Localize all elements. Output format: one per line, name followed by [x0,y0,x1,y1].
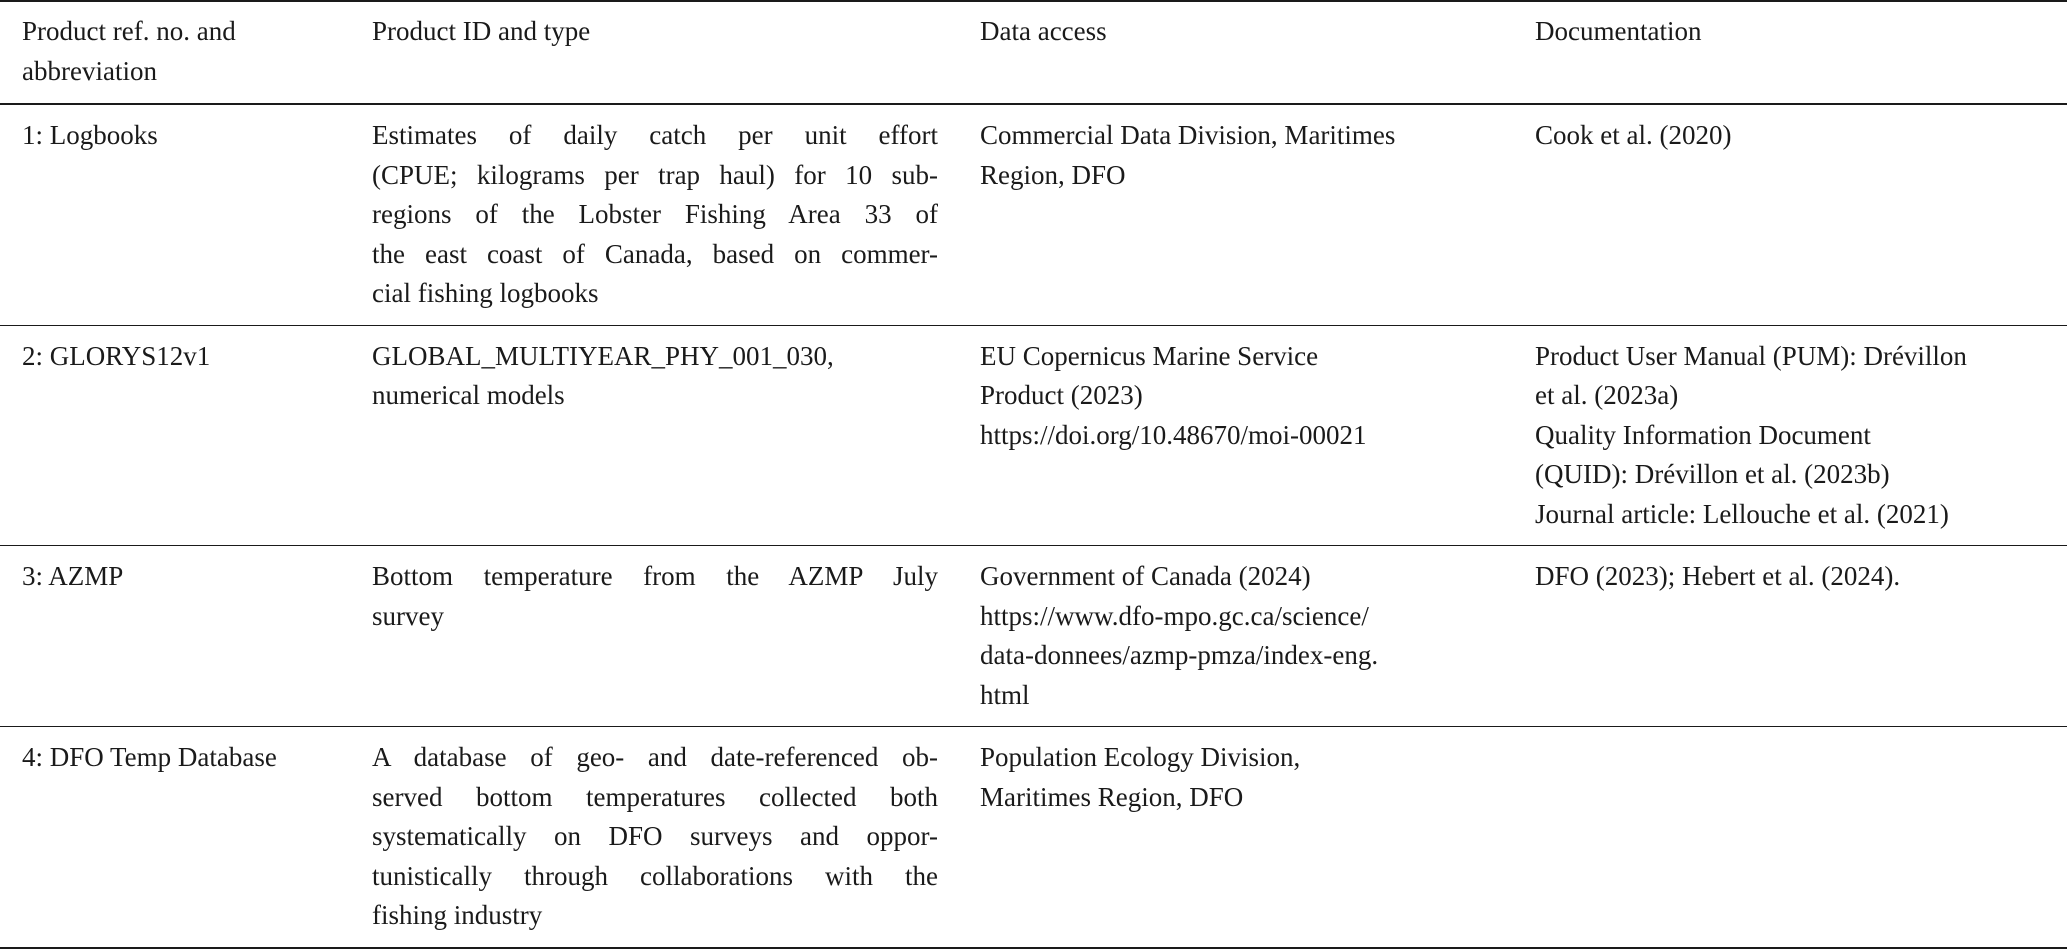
cell-product: GLOBAL_MULTIYEAR_PHY_001_030, numerical models [372,340,834,410]
cell-access: EU Copernicus Marine Service Product (2023) https://doi.org/10.48670/moi-00021 [958,325,1513,546]
cell-docs [1513,727,2067,948]
cell-docs: Cook et al. (2020) [1535,120,1732,150]
cell-product: Estimates of daily catch per unit effort (CPUE; kilograms per trap haul) for 10 sub- regions of the Lobster Fishing Area 33 of the east coast of Canada, based on commer- cial fishing logbooks [372,120,938,308]
cell-ref: 2: GLORYS12v1 [22,340,211,371]
header-access: Data access [980,16,1107,46]
cell-access: Population Ecology Division, Maritimes Region, DFO [980,742,1301,812]
table-row [0,325,2067,546]
table-row [0,546,2067,727]
cell-docs: Product User Manual (PUM): Drévillon et al. (2023a) Quality Information Document (QUID): Drévillon et al. (2023b) Journal article: Lellouche et al. (2021) [1535,340,1967,529]
cell-product: Bottom temperature from the AZMP July survey [372,561,938,631]
cell-ref: 3: AZMP [22,561,124,591]
cell-ref: 1: Logbooks [22,120,158,150]
cell-product: A database of geo- and date-referenced ob- served bottom temperatures collected both systematically on DFO surveys and oppor- tunistically through collaborations with the fishing industry [372,742,938,930]
cell-access: Commercial Data Division, Maritimes Region, DFO [980,120,1396,190]
cell-ref: 4: DFO Temp Database [22,742,277,772]
cell-docs: DFO (2023); Hebert et al. (2024). [1535,561,1901,591]
header-ref: Product ref. no. and abbreviation [22,16,236,86]
header-product: Product ID and type [372,16,591,46]
azmp-link[interactable]: https://www.dfo-mpo.gc.ca/science/ data-donnees/azmp-pmza/index-eng. html [980,600,1379,710]
table-row [0,727,2067,948]
header-docs: Documentation [1535,16,1702,46]
table-row [0,104,2067,325]
cell-access: Government of Canada (2024) https://www.dfo-mpo.gc.ca/science/ data-donnees/azmp-pmza/index-eng. html [958,546,1513,727]
header-row [0,1,2067,104]
doi-link[interactable]: https://doi.org/10.48670/moi-00021 [980,419,1367,450]
